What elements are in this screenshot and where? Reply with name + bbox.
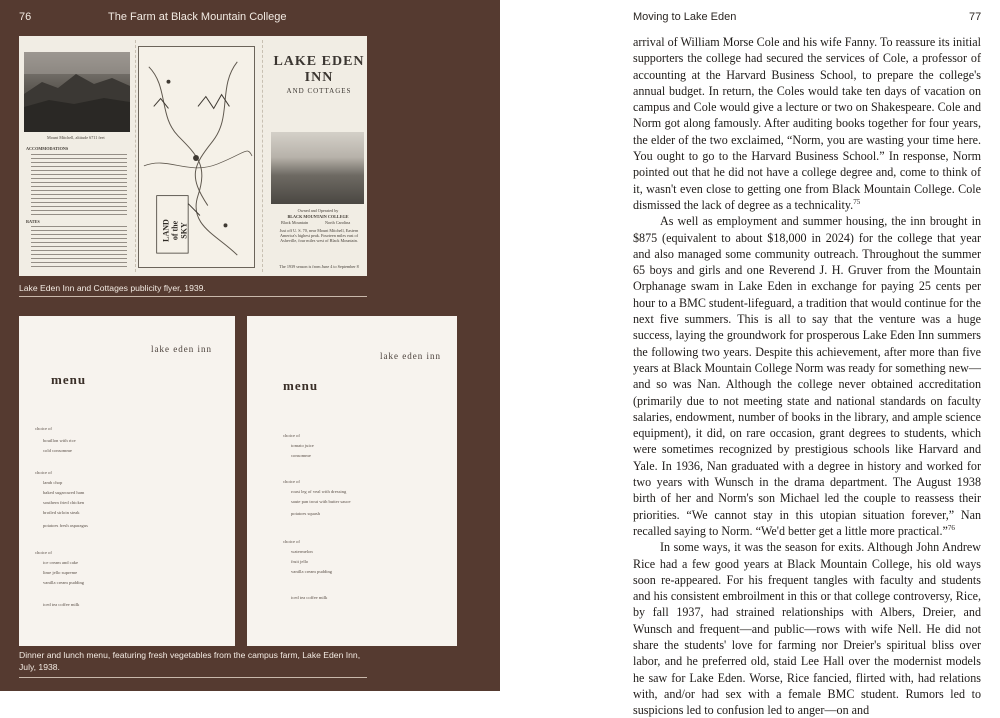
accommodations-text	[31, 154, 127, 216]
menu-line: lime jello supreme	[43, 570, 78, 575]
menu-line: tomato juice	[291, 443, 314, 448]
mountain-silhouette	[24, 52, 130, 132]
highway-note: Just off U. S. 70, near Mount Mitchell, Eastern America's highest peak. Fourteen miles east of Asheville, four miles west of Black Mountain.	[279, 228, 359, 244]
location-right: North Carolina	[325, 220, 351, 225]
map-title: LAND of the SKY	[161, 219, 189, 242]
menu-line: lamb chop	[43, 480, 63, 485]
footnote-marker[interactable]: 76	[947, 523, 955, 532]
left-page	[0, 0, 500, 691]
lake-photo	[271, 132, 364, 204]
menu-line: potatoes squash	[291, 511, 320, 516]
body-paragraph	[633, 213, 981, 539]
menu1-title: menu	[51, 372, 87, 387]
rates-text	[31, 226, 127, 270]
menu-card-1	[19, 316, 235, 646]
menu-line: choice of	[283, 433, 300, 438]
menu-line: bouillon with rice	[43, 438, 76, 443]
fold-line	[262, 40, 263, 272]
menu1-header: lake eden inn	[151, 344, 212, 354]
paragraph-text: In some ways, it was the season for exits. Although John Andrew Rice had a few good years at Black Mountain College, his old ways soon re-appeared. For his frequent tangles with faculty and students and his consistent embroilment in this or that college controversy, Rice, by fall 1937, had strained relationships with Albers, Dreier, and Wunsch and frequent—and public—rows with wife Nell. He did not share the students' love for farming nor Dreier's spiritual bliss over labor, and he preferred old, staid Lee Hall over the modernist models he saw for Lake Eden. Worse, Rice fancied, flirted with, had relations with, and/or had sex with a female BMC student. Rumors led to suspicions led to confusion led to anger—on and	[633, 540, 981, 718]
flyer-title-line1: LAKE EDEN	[273, 54, 365, 69]
figure2-caption: Dinner and lunch menu, featuring fresh vegetables from the campus farm, Lake Eden Inn, July, 1938.	[19, 650, 361, 672]
accommodations-heading: ACCOMMODATIONS	[26, 146, 69, 151]
menu-line: choice of	[35, 470, 52, 475]
page-number-right: 77	[969, 11, 982, 23]
menu-line: iced tea coffee milk	[291, 595, 328, 600]
flyer-map	[138, 46, 255, 268]
running-head-left: The Farm at Black Mountain College	[108, 11, 287, 23]
menu2-header: lake eden inn	[380, 351, 441, 361]
photo-caption: Mount Mitchell, altitude 6711 feet	[47, 135, 105, 140]
fold-line	[135, 40, 136, 272]
location-left: Black Mountain	[281, 220, 309, 225]
menu-line: vanilla cream pudding	[291, 569, 333, 574]
right-page	[500, 0, 1000, 718]
menu-line: consomme	[291, 453, 311, 458]
menu-line: choice of	[35, 426, 52, 431]
flyer-title	[271, 54, 367, 96]
menu-line: iced tea coffee milk	[43, 602, 80, 607]
menu-line: choice of	[35, 550, 52, 555]
menu-line: ice cream and cake	[43, 560, 79, 565]
menu2-title: menu	[283, 378, 319, 393]
menu-card-2	[247, 316, 457, 646]
mountain-photo	[24, 52, 130, 132]
flyer-title-line3: AND COTTAGES	[286, 87, 352, 95]
map-drawing	[139, 47, 254, 267]
flyer-left-panel	[19, 36, 135, 276]
page-number-left: 76	[19, 11, 32, 23]
body-paragraph	[633, 34, 981, 213]
menu-line: roast leg of veal with dressing	[291, 489, 347, 494]
running-head-right: Moving to Lake Eden	[633, 11, 737, 23]
menu-line: potatoes fresh asparagus	[43, 523, 88, 528]
paragraph-text: arrival of William Morse Cole and his wife Fanny. To reassure its initial supporters the college had secured the services of Cole, a professor of accounting at the Harvard Business School, to prepare the college's annual budget. In return, the Coles would take ten days of vacation on campus and Cole would give a lecture or two on Shakespeare. Cole and Norm got along famously. After auditing books together for four years, the elder of the two exclaimed, “Norm, you are wasting your time here. You ought to go to the Harvard Business School.” In response, Norm pointed out that he did not have a college degree and, come to think of it, wasn't even close to getting one from Black Mountain College. Cole dismissed the lack of degree as a technicality.	[633, 35, 981, 212]
season-note: The 1939 season is from June 4 to September 8	[279, 264, 359, 269]
operated-by: Owned and Operated by	[297, 208, 339, 213]
menu-line: baked sugarcured ham	[43, 490, 85, 495]
menu-line: choice of	[283, 479, 300, 484]
caption-rule	[19, 677, 367, 678]
flyer-image	[19, 36, 367, 276]
menu-line: broiled sirloin steak	[43, 510, 80, 515]
college-name: BLACK MOUNTAIN COLLEGE	[287, 214, 349, 219]
flyer-title-line2: INN	[304, 70, 334, 85]
menu-line: vanilla cream pudding	[43, 580, 85, 585]
menu-line: fruit jello	[291, 559, 309, 564]
figure1-caption: Lake Eden Inn and Cottages publicity flyer, 1939.	[19, 283, 206, 293]
menu-line: watermelon	[291, 549, 313, 554]
menu-line: cold consomme	[43, 448, 72, 453]
body-paragraph	[633, 539, 981, 718]
menu-line: southern fried chicken	[43, 500, 85, 505]
paragraph-text: As well as employment and summer housing, the inn brought in $875 (equivalent to about $18,000 in 2024) for the college that year and also managed some community outreach. Throughout the summer 65 boys and girls and one Reverend J. H. Gruver from the Mountain Orphanage swam in Lake Eden in exchange for paying 25 cents per hour to a BMC student-lifeguard, a tradition that would continue for the next five summers. This is all to say that the venture was a huge success, laying the groundwork for prosperous Lake Eden Inn summers the following two years. Despite this achievement, after more than five years at Black Mountain College Norm was ready for something new—and so was Nan. Although the college never obtained accreditation (primarily due to not meeting state and national standards on faculty salaries, endowment, number of books in the library, and ample science equipment), it did, on rare occasion, grant degrees to students, which were sometimes recognized by prestigious schools like Harvard and Yale. In 1936, Nan graduated with a degree in history and worked for two years with Wunsch in the drama department. The August 1938 birth of her and Norm's son Michael led the couple to reassess their priorities. “We cannot stay in this utopian situation forever,” Nan recalled saying to Norm. “We'd better get a little more practical.”	[633, 214, 981, 538]
body-text	[633, 34, 981, 718]
caption-rule	[19, 296, 367, 297]
footnote-marker[interactable]: 75	[853, 197, 861, 206]
menu-line: saute pan trout with butter sauce	[291, 499, 351, 504]
rates-heading: RATES	[26, 219, 40, 224]
menu-line: choice of	[283, 539, 300, 544]
